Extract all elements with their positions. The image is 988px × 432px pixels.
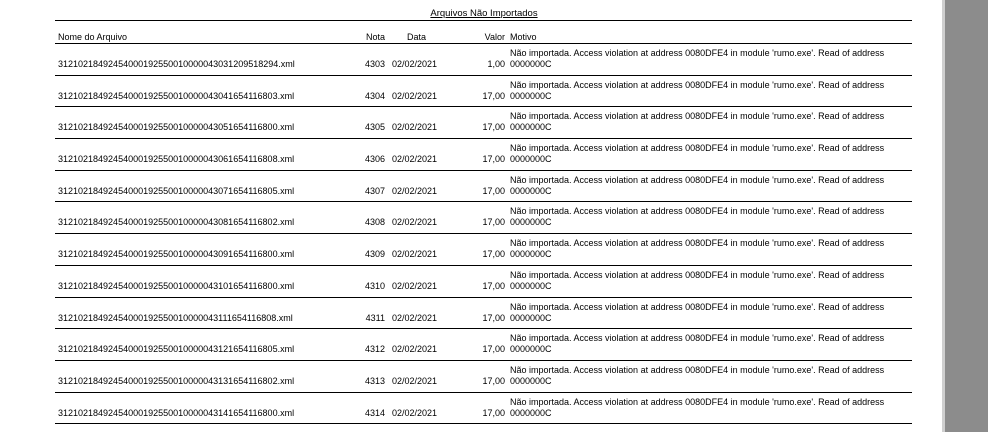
- cell-nota: 4307: [364, 185, 385, 196]
- title-rule: [55, 20, 912, 21]
- cell-nome: 31210218492454000192550010000043041654116803.xml: [58, 90, 295, 101]
- cell-data: 02/02/2021: [392, 344, 438, 355]
- cell-nota: 4308: [364, 217, 385, 228]
- header-valor: Valor: [484, 32, 505, 42]
- header-nome: Nome do Arquivo: [58, 32, 128, 42]
- cell-valor: 17,00: [482, 122, 505, 133]
- cell-data: 02/02/2021: [392, 375, 438, 386]
- cell-nota: 4314: [364, 407, 385, 418]
- cell-data: 02/02/2021: [392, 59, 438, 69]
- table-row: [55, 171, 912, 203]
- cell-nome: 31210218492454000192550010000043131654116802.xml: [58, 375, 295, 386]
- cell-data: 02/02/2021: [392, 185, 438, 196]
- cell-valor: 17,00: [482, 375, 505, 386]
- cell-motivo: Não importada. Access violation at address 0080DFE4 in module 'rumo.exe'. Read of address 0000000C: [510, 396, 885, 418]
- cell-nota: 4313: [364, 375, 385, 386]
- table-row: [55, 329, 912, 361]
- table-row: [55, 266, 912, 298]
- table-row: [55, 139, 912, 171]
- table-row: [55, 44, 912, 76]
- header-motivo: Motivo: [510, 32, 537, 42]
- report-title: Arquivos Não Importados: [430, 8, 538, 19]
- table-row: [55, 361, 912, 393]
- cell-nome: 31210218492454000192550010000043111654116808.xml: [58, 312, 293, 323]
- cell-motivo: Não importada. Access violation at address 0080DFE4 in module 'rumo.exe'. Read of address 0000000C: [510, 364, 885, 386]
- cell-motivo: Não importada. Access violation at address 0080DFE4 in module 'rumo.exe'. Read of address 0000000C: [510, 143, 885, 165]
- cell-nota: 4305: [364, 122, 385, 133]
- cell-motivo: Não importada. Access violation at address 0080DFE4 in module 'rumo.exe'. Read of address 0000000C: [510, 238, 885, 260]
- cell-valor: 17,00: [482, 249, 505, 260]
- table-row: [55, 107, 912, 139]
- cell-nome: 31210218492454000192550010000043051654116800.xml: [58, 122, 295, 133]
- cell-nota: 4311: [365, 312, 385, 323]
- cell-valor: 17,00: [482, 407, 505, 418]
- cell-nota: 4304: [364, 90, 385, 101]
- cell-data: 02/02/2021: [392, 280, 438, 291]
- table-row: [55, 234, 912, 266]
- table-row: [55, 298, 912, 330]
- cell-valor: 17,00: [482, 154, 505, 165]
- cell-motivo: Não importada. Access violation at address 0080DFE4 in module 'rumo.exe'. Read of address 0000000C: [510, 206, 885, 228]
- cell-valor: 17,00: [482, 344, 505, 355]
- cell-nome: 31210218492454000192550010000043081654116802.xml: [58, 217, 295, 228]
- cell-nota: 4310: [364, 280, 385, 291]
- cell-valor: 17,00: [482, 280, 505, 291]
- cell-motivo: Não importada. Access violation at address 0080DFE4 in module 'rumo.exe'. Read of address 0000000C: [510, 48, 885, 69]
- cell-nome: 31210218492454000192550010000043071654116805.xml: [58, 185, 295, 196]
- table-row: [55, 202, 912, 234]
- cell-motivo: Não importada. Access violation at address 0080DFE4 in module 'rumo.exe'. Read of address 0000000C: [510, 301, 885, 323]
- cell-nota: 4306: [364, 154, 385, 165]
- cell-valor: 17,00: [482, 217, 505, 228]
- cell-nota: 4312: [364, 344, 385, 355]
- cell-nome: 31210218492454000192550010000043101654116800.xml: [58, 280, 295, 291]
- table-header: [55, 31, 912, 43]
- cell-data: 02/02/2021: [392, 217, 438, 228]
- cell-valor: 17,00: [482, 185, 505, 196]
- cell-motivo: Não importada. Access violation at address 0080DFE4 in module 'rumo.exe'. Read of address 0000000C: [510, 111, 885, 133]
- viewer-gutter: [945, 0, 988, 432]
- cell-data: 02/02/2021: [392, 90, 438, 101]
- cell-nome: 31210218492454000192550010000043121654116805.xml: [58, 344, 295, 355]
- cell-motivo: Não importada. Access violation at address 0080DFE4 in module 'rumo.exe'. Read of address 0000000C: [510, 333, 885, 355]
- cell-nome: 31210218492454000192550010000043091654116800.xml: [58, 249, 295, 260]
- cell-nome: 31210218492454000192550010000043141654116800.xml: [58, 407, 295, 418]
- cell-data: 02/02/2021: [392, 122, 438, 133]
- table-row: [55, 76, 912, 108]
- cell-nome: 31210218492454000192550010000043061654116808.xml: [58, 154, 295, 165]
- cell-valor: 17,00: [482, 90, 505, 101]
- cell-nome: 31210218492454000192550010000043031209518294.xml: [58, 59, 295, 69]
- table-row: [55, 393, 912, 425]
- cell-motivo: Não importada. Access violation at address 0080DFE4 in module 'rumo.exe'. Read of address 0000000C: [510, 79, 885, 101]
- cell-motivo: Não importada. Access violation at address 0080DFE4 in module 'rumo.exe'. Read of address 0000000C: [510, 174, 885, 196]
- cell-nota: 4303: [364, 59, 385, 69]
- header-nota: Nota: [365, 32, 385, 42]
- table-body: [55, 44, 912, 424]
- cell-data: 02/02/2021: [392, 312, 438, 323]
- cell-data: 02/02/2021: [392, 154, 438, 165]
- cell-valor: 1,00: [487, 59, 505, 69]
- cell-nota: 4309: [364, 249, 385, 260]
- cell-data: 02/02/2021: [392, 249, 438, 260]
- cell-valor: 17,00: [482, 312, 505, 323]
- header-data: Data: [407, 32, 427, 42]
- cell-motivo: Não importada. Access violation at address 0080DFE4 in module 'rumo.exe'. Read of address 0000000C: [510, 269, 885, 291]
- cell-data: 02/02/2021: [392, 407, 438, 418]
